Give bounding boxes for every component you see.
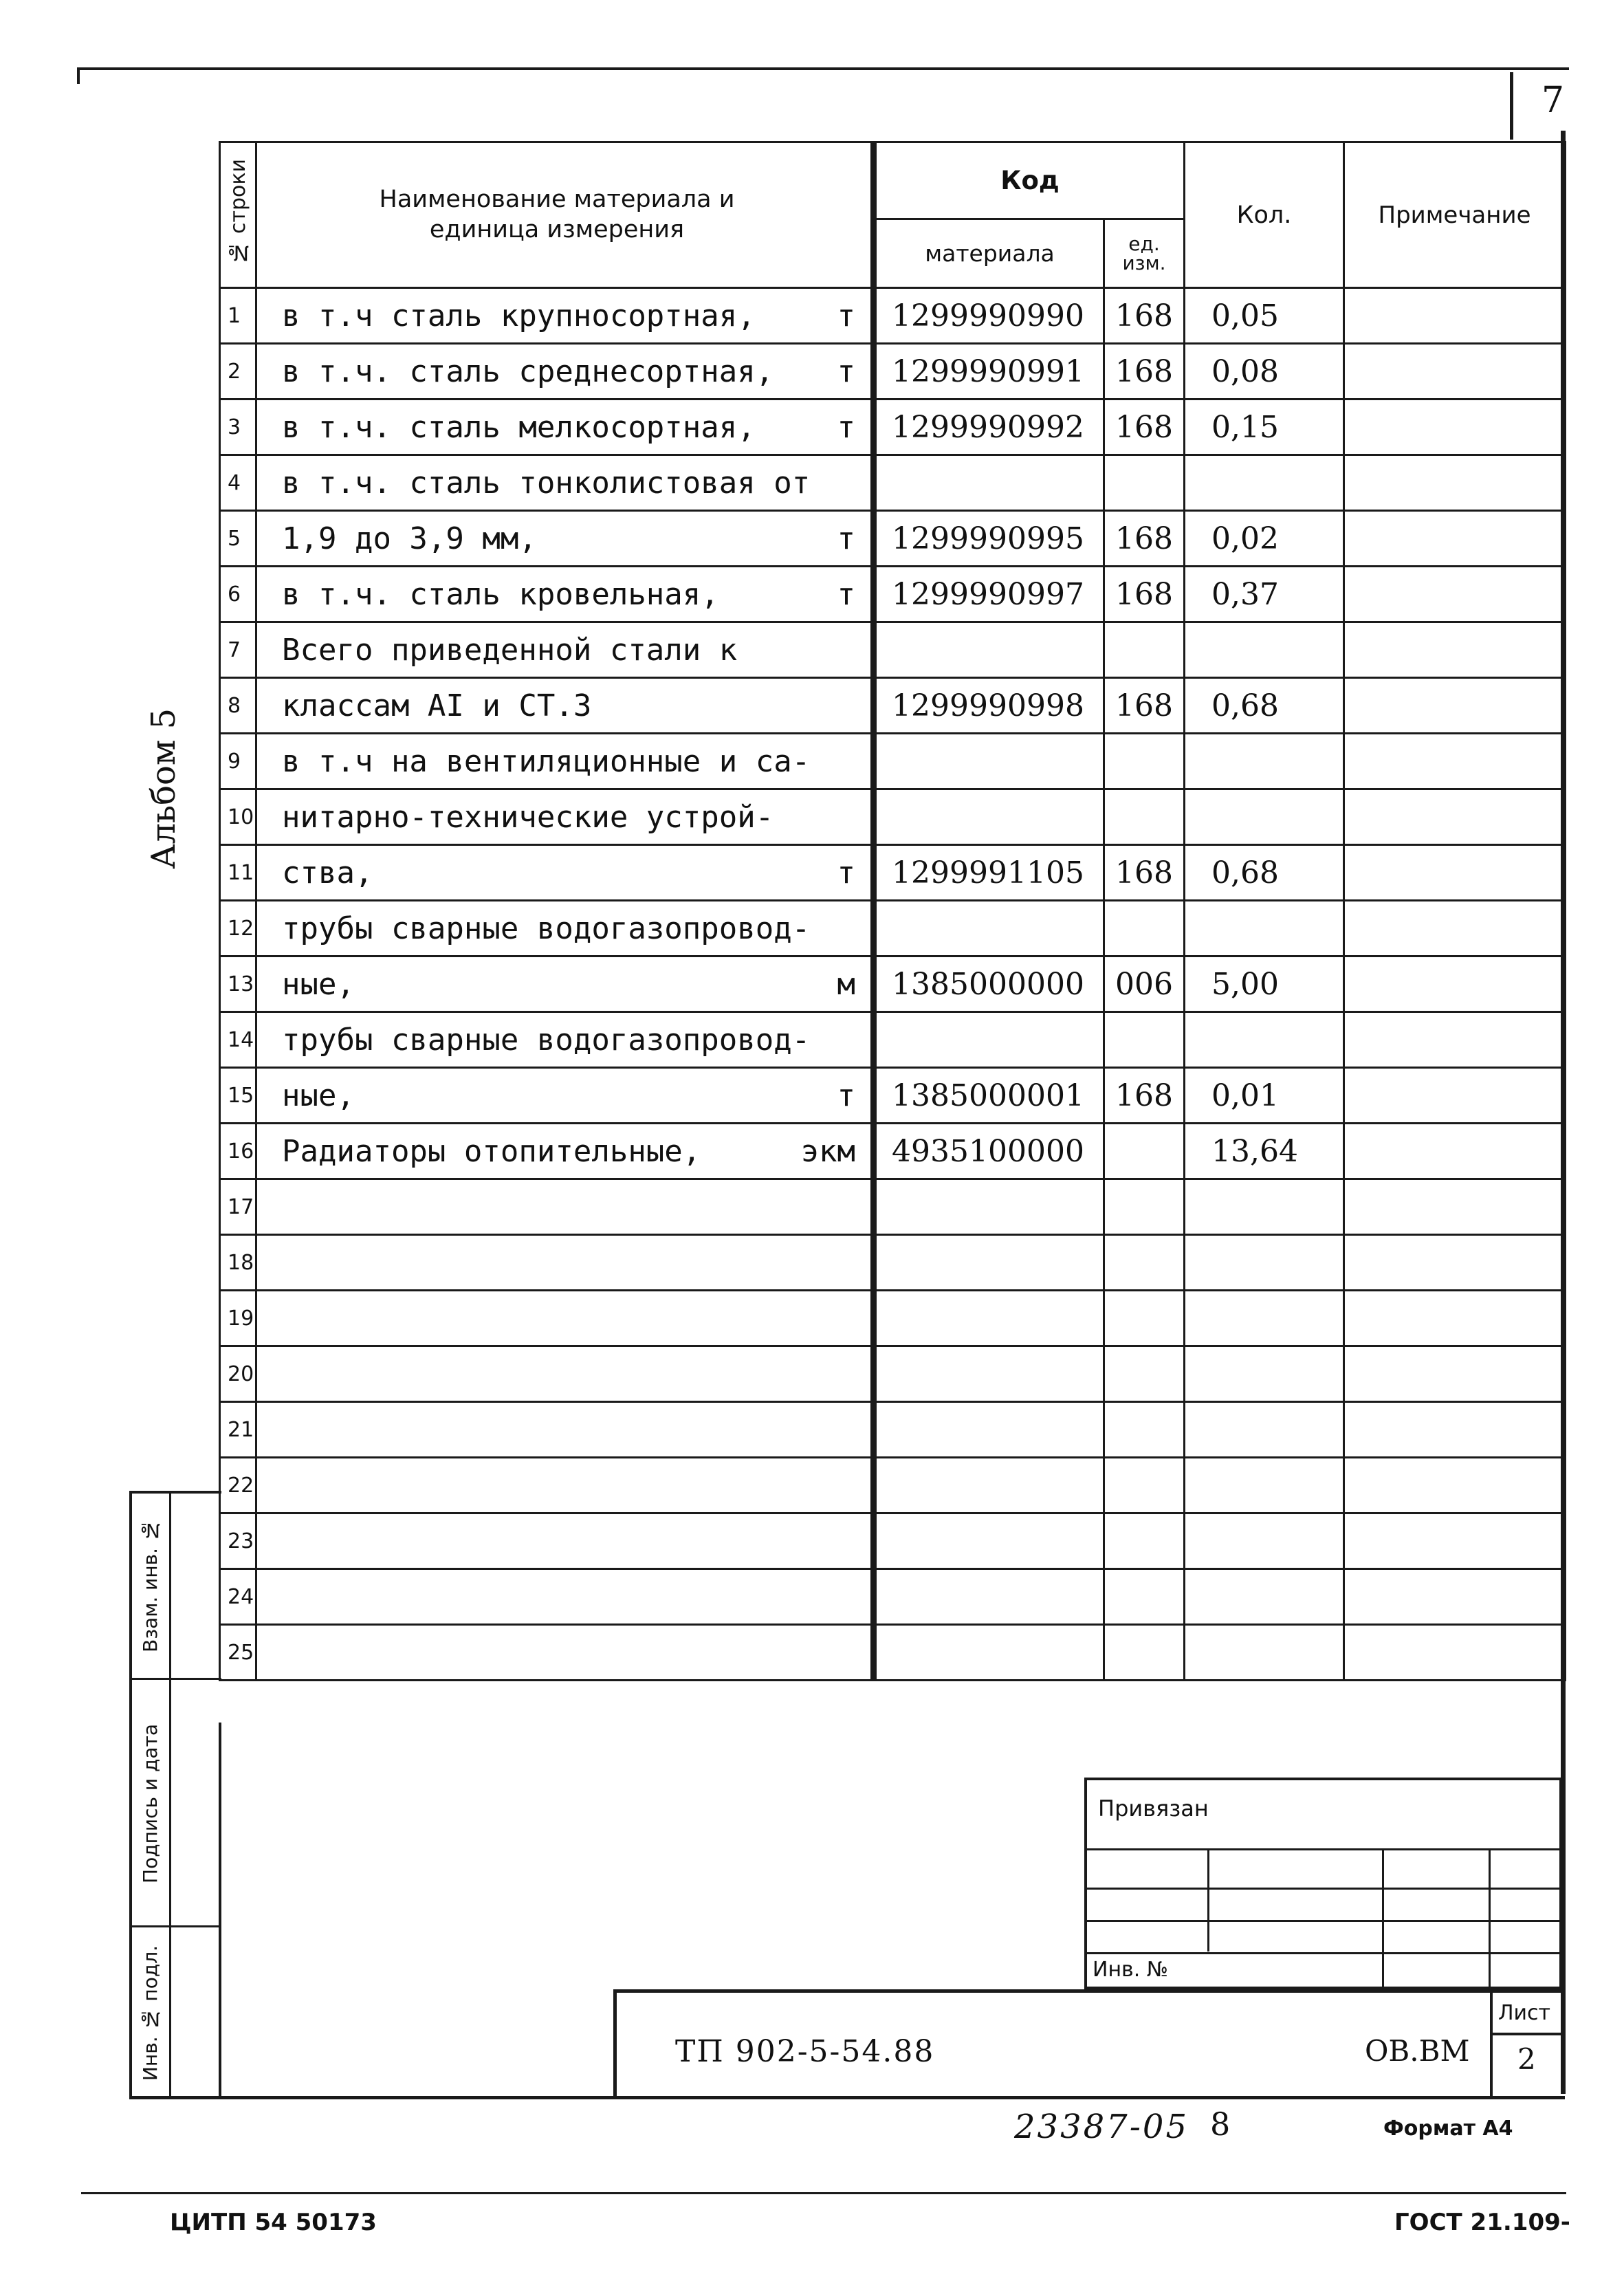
binding-col-line-1	[1207, 1848, 1209, 1952]
document-title-block	[613, 1989, 1562, 2097]
stamp-label-original-inv: Инв. № подл.	[138, 1945, 162, 2081]
unit-code	[1104, 1458, 1185, 1513]
format-label: Формат А4	[1383, 2117, 1513, 2141]
quantity: 0,15	[1185, 400, 1344, 455]
material-name: в т.ч сталь крупносортная,	[282, 298, 756, 334]
material-code	[874, 1458, 1104, 1513]
material-name-cell	[256, 1124, 874, 1179]
table-body	[220, 288, 1566, 1681]
material-name: в т.ч. сталь кровельная,	[282, 576, 719, 612]
note-cell	[1344, 678, 1566, 734]
quantity: 0,08	[1185, 344, 1344, 400]
table-row	[220, 1179, 1566, 1235]
material-code	[874, 455, 1104, 511]
table-row	[220, 1291, 1566, 1346]
table-row	[220, 1569, 1566, 1625]
binding-label: Привязан	[1098, 1795, 1209, 1822]
header-row-number: № строки	[220, 142, 256, 288]
row-number: 5	[220, 511, 256, 567]
table-row	[220, 678, 1566, 734]
note-cell	[1344, 956, 1566, 1012]
quantity	[1185, 901, 1344, 956]
quantity	[1185, 734, 1344, 789]
unit-code	[1104, 1291, 1185, 1346]
quantity: 5,00	[1185, 956, 1344, 1012]
table-row	[220, 622, 1566, 678]
material-name: в т.ч. сталь среднесортная,	[282, 353, 774, 389]
material-name-cell	[256, 956, 874, 1012]
material-code: 1385000001	[874, 1068, 1104, 1124]
material-code: 1385000000	[874, 956, 1104, 1012]
header-code-unit: ед. изм.	[1104, 219, 1185, 288]
material-name-cell	[256, 567, 874, 622]
top-border-line	[77, 67, 1569, 70]
table-row	[220, 288, 1566, 344]
material-code	[874, 1625, 1104, 1681]
measure-unit: т	[837, 855, 855, 890]
note-cell	[1344, 1569, 1566, 1625]
note-cell	[1344, 1346, 1566, 1402]
material-code: 1299990991	[874, 344, 1104, 400]
note-cell	[1344, 1179, 1566, 1235]
material-name-cell	[256, 678, 874, 734]
row-number: 9	[220, 734, 256, 789]
note-cell	[1344, 1458, 1566, 1513]
row-number: 14	[220, 1012, 256, 1068]
table-row	[220, 734, 1566, 789]
material-name: ные,	[282, 1078, 355, 1113]
table-row	[220, 511, 1566, 567]
quantity	[1185, 1179, 1344, 1235]
material-name-cell	[256, 1012, 874, 1068]
stamp-label-replaced-inv: Взам. инв. №	[138, 1519, 162, 1652]
quantity	[1185, 1402, 1344, 1458]
material-code	[874, 734, 1104, 789]
table-row	[220, 845, 1566, 901]
header-note: Примечание	[1344, 142, 1566, 288]
material-code	[874, 1291, 1104, 1346]
unit-code	[1104, 455, 1185, 511]
note-cell	[1344, 344, 1566, 400]
quantity	[1185, 1513, 1344, 1569]
row-number: 11	[220, 845, 256, 901]
material-name-cell	[256, 1458, 874, 1513]
row-number: 2	[220, 344, 256, 400]
table-row	[220, 1346, 1566, 1402]
note-cell	[1344, 400, 1566, 455]
row-number: 4	[220, 455, 256, 511]
material-name-cell	[256, 845, 874, 901]
material-name-cell	[256, 344, 874, 400]
material-code	[874, 901, 1104, 956]
material-name-cell	[256, 622, 874, 678]
stamp-strip-sep-1	[129, 1678, 221, 1680]
material-name: в т.ч. сталь мелкосортная,	[282, 409, 756, 445]
quantity: 0,37	[1185, 567, 1344, 622]
header-code: Код	[874, 142, 1185, 219]
binding-col-line-2	[1382, 1848, 1384, 1989]
quantity: 0,68	[1185, 678, 1344, 734]
unit-code	[1104, 1513, 1185, 1569]
note-cell	[1344, 845, 1566, 901]
material-name: Радиаторы отопительные,	[282, 1133, 701, 1169]
archive-sheet: 8	[1210, 2106, 1231, 2143]
unit-code: 006	[1104, 956, 1185, 1012]
table-row	[220, 956, 1566, 1012]
sheet-number: 2	[1517, 2042, 1536, 2076]
document-code: ТП 902-5-54.88	[675, 2034, 935, 2069]
sheet-box-line	[1490, 1993, 1493, 2097]
material-name: ства,	[282, 855, 373, 890]
stamp-label-signature-date: Подпись и дата	[138, 1723, 162, 1883]
material-name-cell	[256, 1346, 874, 1402]
note-cell	[1344, 511, 1566, 567]
table-row	[220, 1012, 1566, 1068]
note-cell	[1344, 1625, 1566, 1681]
quantity	[1185, 1346, 1344, 1402]
unit-code	[1104, 622, 1185, 678]
quantity	[1185, 622, 1344, 678]
material-code	[874, 1402, 1104, 1458]
quantity: 0,01	[1185, 1068, 1344, 1124]
table-row	[220, 901, 1566, 956]
unit-code	[1104, 1012, 1185, 1068]
unit-code: 168	[1104, 567, 1185, 622]
note-cell	[1344, 1235, 1566, 1291]
material-name-cell	[256, 901, 874, 956]
measure-unit: т	[837, 353, 855, 389]
material-name-cell	[256, 1569, 874, 1625]
material-name-cell	[256, 1291, 874, 1346]
measure-unit: м	[837, 966, 855, 1002]
note-cell	[1344, 288, 1566, 344]
row-number: 21	[220, 1402, 256, 1458]
note-cell	[1344, 1513, 1566, 1569]
measure-unit: т	[837, 521, 855, 556]
measure-unit: т	[837, 1078, 855, 1113]
material-name-cell	[256, 1402, 874, 1458]
material-name-cell	[256, 1068, 874, 1124]
material-name-cell	[256, 789, 874, 845]
stamp-strip-sep-2	[129, 1925, 221, 1927]
unit-code	[1104, 1569, 1185, 1625]
row-number: 8	[220, 678, 256, 734]
material-code: 1299991105	[874, 845, 1104, 901]
material-code	[874, 1346, 1104, 1402]
quantity	[1185, 1625, 1344, 1681]
sheet-label: Лист	[1498, 2001, 1551, 2025]
left-frame-line-lower	[219, 1723, 221, 2097]
top-left-tick	[77, 67, 80, 84]
quantity	[1185, 789, 1344, 845]
measure-unit: т	[837, 409, 855, 445]
sheet-label-line	[1490, 2033, 1566, 2035]
row-number: 25	[220, 1625, 256, 1681]
page-number: 7	[1541, 80, 1565, 121]
table-row	[220, 567, 1566, 622]
table-row	[220, 1124, 1566, 1179]
row-number: 23	[220, 1513, 256, 1569]
binding-box	[1084, 1778, 1562, 1989]
material-code: 1299990998	[874, 678, 1104, 734]
table-row	[220, 400, 1566, 455]
binding-col-line-3	[1489, 1848, 1491, 1989]
material-name-cell	[256, 734, 874, 789]
quantity: 13,64	[1185, 1124, 1344, 1179]
row-number: 3	[220, 400, 256, 455]
quantity: 0,02	[1185, 511, 1344, 567]
note-cell	[1344, 901, 1566, 956]
archive-number: 23387-05	[1014, 2108, 1189, 2146]
table-row	[220, 1625, 1566, 1681]
row-number: 7	[220, 622, 256, 678]
unit-code: 168	[1104, 678, 1185, 734]
material-name-cell	[256, 455, 874, 511]
gost-ref: ГОСТ 21.109-	[1394, 2209, 1570, 2236]
unit-code	[1104, 1625, 1185, 1681]
material-code	[874, 1569, 1104, 1625]
unit-code: 168	[1104, 400, 1185, 455]
material-name: в т.ч. сталь тонколистовая от	[282, 465, 811, 501]
material-code	[874, 1012, 1104, 1068]
table-row	[220, 1513, 1566, 1569]
material-name-cell	[256, 1513, 874, 1569]
unit-code	[1104, 789, 1185, 845]
row-number: 18	[220, 1235, 256, 1291]
material-code	[874, 789, 1104, 845]
material-code	[874, 1179, 1104, 1235]
row-number: 12	[220, 901, 256, 956]
material-name: нитарно-технические устрой-	[282, 799, 774, 835]
row-number: 1	[220, 288, 256, 344]
top-right-corner-line	[1510, 72, 1513, 140]
material-name: трубы сварные водогазопровод-	[282, 910, 811, 946]
table-row	[220, 1458, 1566, 1513]
material-code	[874, 622, 1104, 678]
material-name-cell	[256, 511, 874, 567]
quantity: 0,68	[1185, 845, 1344, 901]
row-number: 24	[220, 1569, 256, 1625]
note-cell	[1344, 734, 1566, 789]
materials-table	[219, 141, 1566, 1681]
row-number: 22	[220, 1458, 256, 1513]
note-cell	[1344, 1012, 1566, 1068]
note-cell	[1344, 567, 1566, 622]
table-row	[220, 1068, 1566, 1124]
inv-number-label: Инв. №	[1093, 1958, 1169, 1982]
quantity	[1185, 1569, 1344, 1625]
material-code: 1299990990	[874, 288, 1104, 344]
row-number: 20	[220, 1346, 256, 1402]
org-code: ЦИТП 54 50173	[170, 2209, 377, 2236]
material-name: трубы сварные водогазопровод-	[282, 1022, 811, 1058]
material-name-cell	[256, 1179, 874, 1235]
material-code: 4935100000	[874, 1124, 1104, 1179]
note-cell	[1344, 1124, 1566, 1179]
measure-unit: т	[837, 298, 855, 334]
note-cell	[1344, 1402, 1566, 1458]
table-row	[220, 455, 1566, 511]
note-cell	[1344, 789, 1566, 845]
row-number: 10	[220, 789, 256, 845]
material-name: Всего приведенной стали к	[282, 632, 738, 668]
material-code: 1299990995	[874, 511, 1104, 567]
material-name: ные,	[282, 966, 355, 1002]
material-name-cell	[256, 1625, 874, 1681]
quantity: 0,05	[1185, 288, 1344, 344]
unit-code	[1104, 1235, 1185, 1291]
stamp-strip-divider	[169, 1491, 171, 2099]
unit-code	[1104, 1124, 1185, 1179]
table-row	[220, 344, 1566, 400]
material-name: в т.ч на вентиляционные и са-	[282, 743, 811, 779]
material-code	[874, 1513, 1104, 1569]
row-number: 16	[220, 1124, 256, 1179]
measure-unit: т	[837, 576, 855, 612]
unit-code: 168	[1104, 1068, 1185, 1124]
material-name-cell	[256, 1235, 874, 1291]
row-number: 19	[220, 1291, 256, 1346]
unit-code	[1104, 901, 1185, 956]
header-name: Наименование материала и единица измерения	[256, 142, 874, 288]
table-row	[220, 1235, 1566, 1291]
unit-code	[1104, 1179, 1185, 1235]
note-cell	[1344, 455, 1566, 511]
unit-code	[1104, 1402, 1185, 1458]
row-number: 13	[220, 956, 256, 1012]
note-cell	[1344, 1068, 1566, 1124]
quantity	[1185, 1235, 1344, 1291]
quantity	[1185, 1291, 1344, 1346]
footer-line	[81, 2192, 1566, 2194]
unit-code: 168	[1104, 344, 1185, 400]
unit-code: 168	[1104, 845, 1185, 901]
material-name-cell	[256, 288, 874, 344]
material-code: 1299990992	[874, 400, 1104, 455]
note-cell	[1344, 622, 1566, 678]
unit-code: 168	[1104, 288, 1185, 344]
measure-unit: экм	[800, 1133, 855, 1169]
stamp-strip-top-line	[129, 1491, 221, 1494]
quantity	[1185, 1458, 1344, 1513]
album-label: Альбом 5	[144, 708, 183, 869]
quantity	[1185, 455, 1344, 511]
row-number: 6	[220, 567, 256, 622]
header-qty: Кол.	[1185, 142, 1344, 288]
material-name: классам АI и СТ.3	[282, 688, 592, 723]
material-name: 1,9 до 3,9 мм,	[282, 521, 537, 556]
unit-code	[1104, 734, 1185, 789]
table-row	[220, 789, 1566, 845]
unit-code: 168	[1104, 511, 1185, 567]
material-name-cell	[256, 400, 874, 455]
quantity	[1185, 1012, 1344, 1068]
table-row	[220, 1402, 1566, 1458]
material-code: 1299990997	[874, 567, 1104, 622]
header-code-material: материала	[874, 219, 1104, 288]
material-code	[874, 1235, 1104, 1291]
unit-code	[1104, 1346, 1185, 1402]
row-number: 17	[220, 1179, 256, 1235]
note-cell	[1344, 1291, 1566, 1346]
document-mark: ОВ.ВМ	[1365, 2034, 1470, 2068]
row-number: 15	[220, 1068, 256, 1124]
